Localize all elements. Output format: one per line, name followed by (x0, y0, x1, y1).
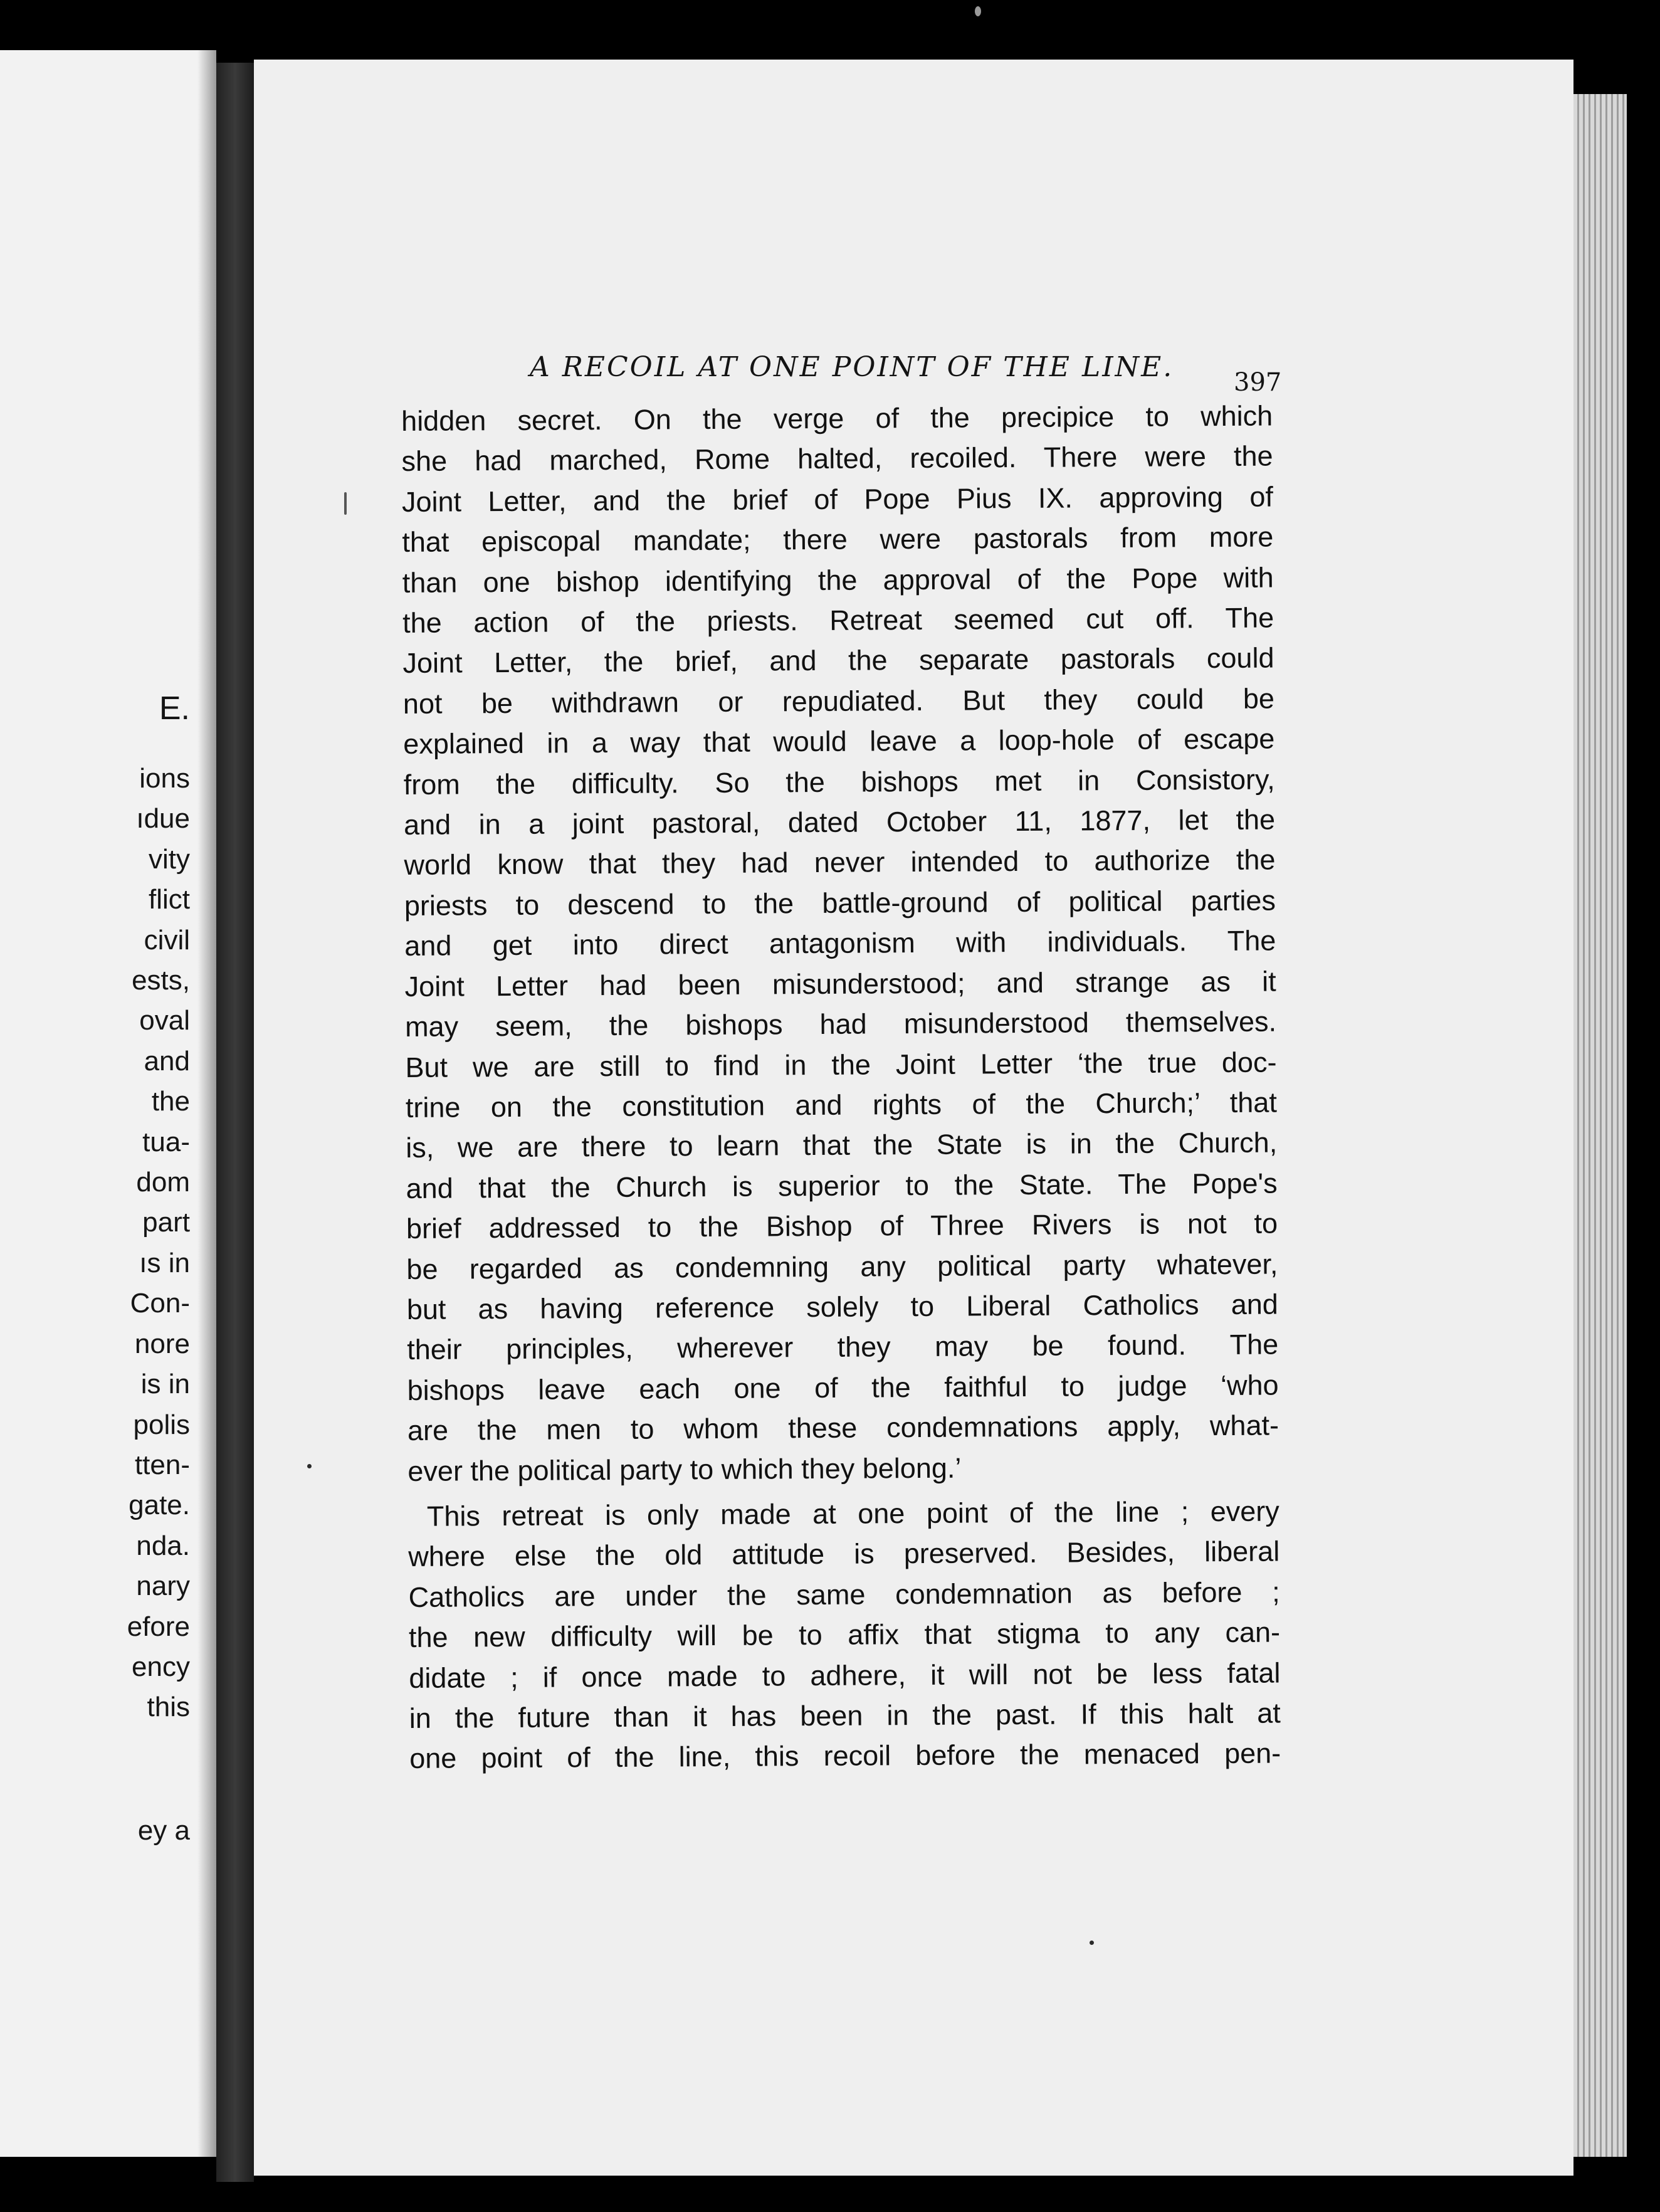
scan-speck (307, 1464, 312, 1468)
text-line: in the future than it has been in the past. If this halt at (409, 1697, 1281, 1734)
text-line: the action of the priests. Retreat seemed cut off. The (402, 601, 1274, 640)
text-line: didate ; if once made to adhere, it will not be less fatal (409, 1656, 1281, 1694)
facing-page-fragment: flict (149, 884, 190, 915)
text-line: where else the old attitude is preserved. Besides, liberal (408, 1535, 1280, 1573)
page-number: 397 (1234, 368, 1282, 397)
text-line: This retreat is only made at one point of the line ; every (426, 1495, 1279, 1532)
facing-page-fragment: vity (149, 843, 190, 875)
text-line: may seem, the bishops had misunderstood themselves. (404, 1005, 1277, 1043)
text-line: but as having reference solely to Liberal Catholics and (406, 1288, 1278, 1325)
facing-page-fragment: efore (127, 1611, 190, 1642)
text-line: trine on the constitution and rights of the Church;’ that (405, 1086, 1278, 1124)
scan-speck (1090, 1941, 1094, 1945)
text-line: Joint Letter had been misunderstood; and strange as it (404, 965, 1276, 1003)
text-line: is, we are there to learn that the State is in the Church, (406, 1126, 1278, 1164)
text-line: ever the political party to which they belong.’ (407, 1451, 962, 1487)
text-line: brief addressed to the Bishop of Three Rivers is not to (406, 1207, 1278, 1245)
facing-page-fragment: civil (144, 924, 190, 956)
facing-page-fragment: gate. (129, 1490, 190, 1521)
text-line: and in a joint pastoral, dated October 11, 1877, let the (403, 803, 1276, 841)
text-line: that episcopal mandate; there were pastorals from more (402, 520, 1274, 559)
text-line: and get into direct antagonism with individuals. The (404, 924, 1276, 962)
text-line: hidden secret. On the verge of the precipice to which (401, 399, 1273, 437)
text-line: and that the Church is superior to the State. The Pope's (406, 1167, 1278, 1204)
facing-page-fragment: nda. (136, 1530, 190, 1561)
facing-page-fragment: the (151, 1086, 190, 1117)
book-gutter (216, 63, 254, 2182)
text-line: the new difficulty will be to affix that stigma to any can- (408, 1616, 1281, 1654)
scan-speck (975, 6, 981, 16)
text-line: be regarded as condemning any political party whatever, (406, 1248, 1278, 1285)
facing-page-fragment: this (147, 1692, 190, 1723)
facing-page-fragment: nary (136, 1571, 190, 1602)
text-line: one point of the line, this recoil before the menaced pen- (409, 1737, 1281, 1775)
body-text (401, 396, 1281, 1779)
text-line: world know that they had never intended to authorize the (404, 843, 1276, 882)
facing-page-last-fragment: ey a (137, 1815, 190, 1846)
facing-page-fragment: part (142, 1207, 190, 1238)
text-line: Joint Letter, and the brief of Pope Pius IX. approving of (401, 480, 1274, 518)
facing-page-fragment: and (144, 1045, 190, 1077)
text-line: bishops leave each one of the faithful to judge ‘who (407, 1369, 1279, 1406)
facing-page-gutter-shadow (197, 50, 216, 2157)
text-line: Joint Letter, the brief, and the separate pastorals could (402, 641, 1274, 680)
facing-page-fragment: ency (132, 1651, 190, 1682)
paragraph-2 (408, 1491, 1281, 1779)
facing-page-fragment: dom (136, 1167, 190, 1198)
text-line: their principles, wherever they may be found. The (407, 1328, 1279, 1366)
facing-page-fragment: ıdue (136, 803, 190, 835)
facing-page-fragment: polis (133, 1409, 190, 1440)
text-line: she had marched, Rome halted, recoiled. There were the (401, 440, 1273, 478)
text-line: But we are still to find in the Joint Letter ‘the true doc- (405, 1045, 1277, 1083)
paragraph-1 (401, 396, 1279, 1492)
facing-page-fragment: oval (139, 1005, 190, 1036)
scan-speck (344, 492, 347, 515)
text-line: explained in a way that would leave a loop-hole of escape (403, 722, 1275, 761)
facing-page-fragment: tten- (134, 1449, 190, 1480)
text-line: are the men to whom these condemnations apply, what- (407, 1409, 1279, 1447)
facing-page-fragment: is in (140, 1369, 190, 1400)
text-line: not be withdrawn or repudiated. But they could be (402, 682, 1275, 720)
text-line: from the difficulty. So the bishops met in Consistory, (403, 763, 1275, 801)
facing-page-line-fragments (127, 759, 190, 1728)
text-line: than one bishop identifying the approval of the Pope with (402, 561, 1274, 599)
facing-page-fragment: ions (139, 763, 190, 794)
page-stack-edges (1573, 94, 1627, 2157)
facing-page-fragment: nore (134, 1328, 190, 1359)
facing-page-fragment: tua- (142, 1126, 190, 1157)
facing-page-fragment: ıs in (139, 1247, 190, 1278)
facing-page (0, 50, 216, 2157)
running-header-title: A RECOIL AT ONE POINT OF THE LINE. (530, 351, 1174, 383)
facing-page-heading-fragment: E. (159, 690, 190, 727)
facing-page-fragment: ests, (132, 965, 190, 996)
text-line: Catholics are under the same condemnation as before ; (408, 1576, 1280, 1613)
facing-page-fragment: Con- (130, 1288, 190, 1319)
text-line: priests to descend to the battle-ground of political parties (404, 884, 1276, 922)
